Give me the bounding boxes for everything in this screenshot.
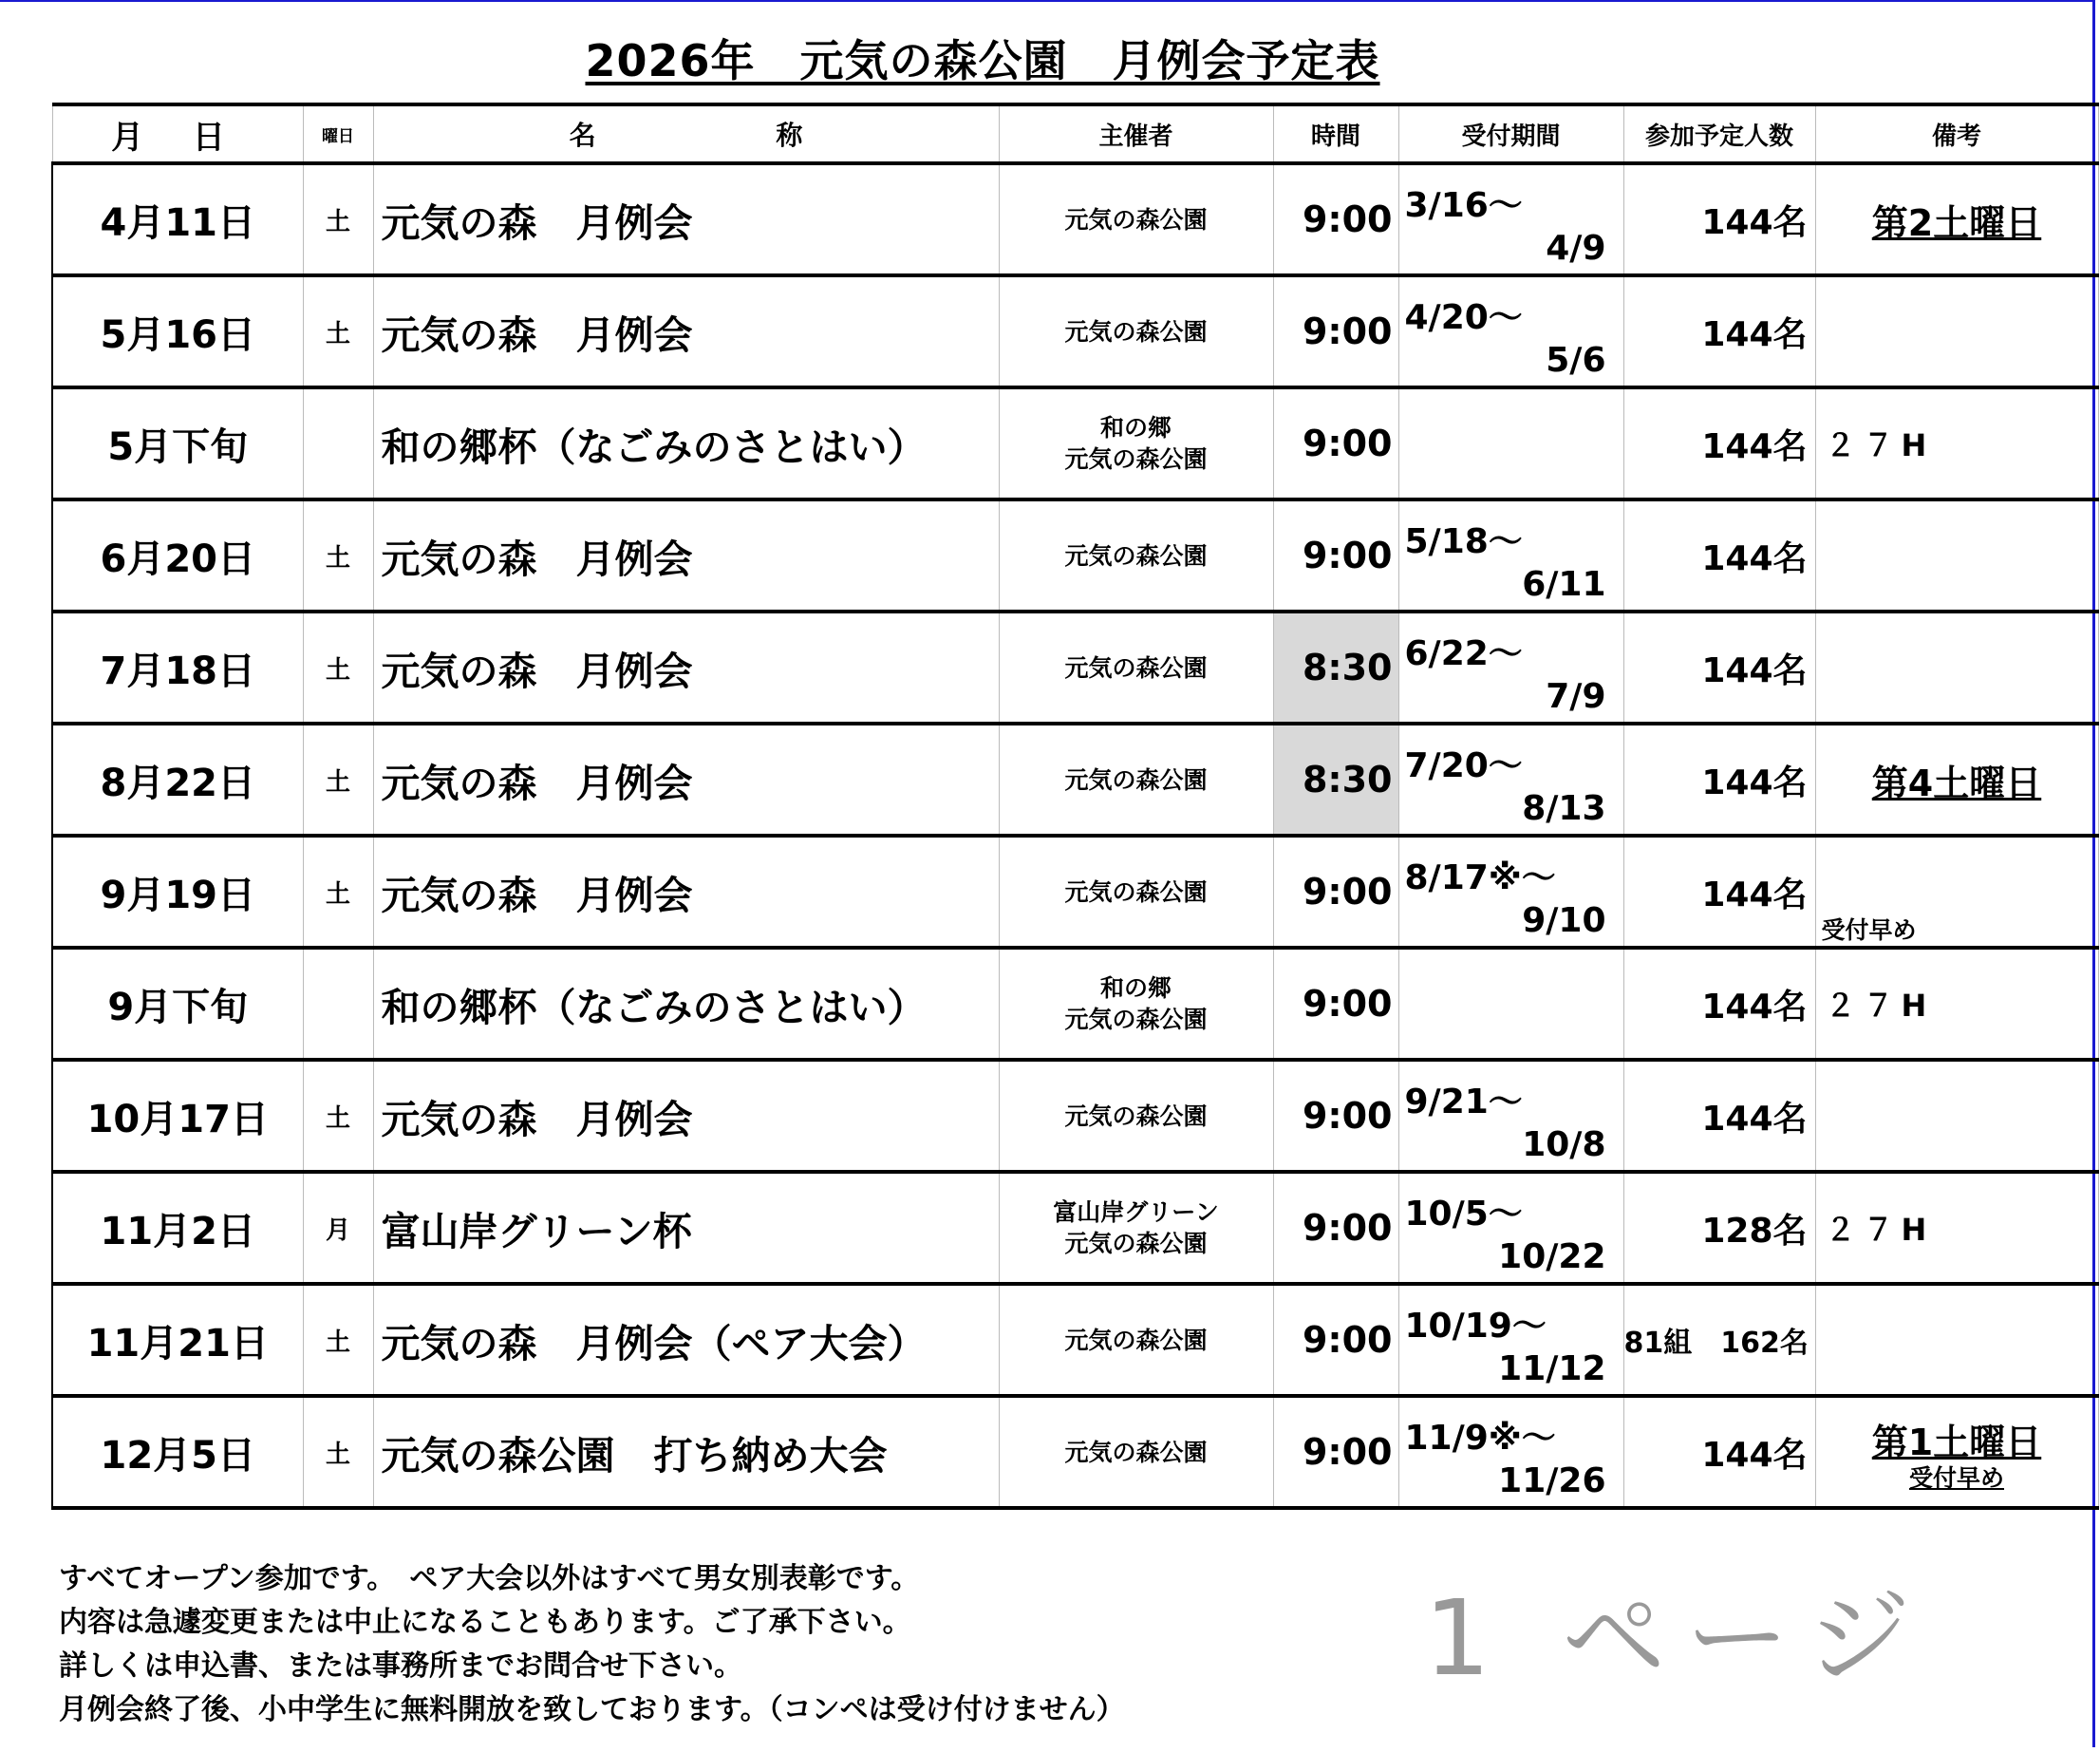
participant-count: 144名: [1623, 499, 1815, 612]
organizer-line: 元気の森公園: [1064, 1102, 1208, 1130]
remark-text: 受付早め: [1821, 916, 1917, 944]
participant-count: 81組 162名: [1623, 1284, 1815, 1396]
header-name: 名 称: [373, 104, 999, 163]
remark-text: ２７H: [1825, 427, 1935, 463]
remarks: [1815, 1284, 2098, 1396]
event-date: 9月下旬: [52, 948, 303, 1060]
period-end: 6/11: [1522, 565, 1606, 604]
remarks: [1815, 163, 2098, 275]
table-header-row: [52, 104, 2098, 163]
period-end: 10/22: [1498, 1237, 1606, 1276]
event-time: 9:00: [1273, 275, 1398, 387]
header-date: 月 日: [52, 104, 303, 163]
event-weekday: 月: [303, 1172, 373, 1284]
event-weekday: 土: [303, 275, 373, 387]
organizer-line: 元気の森公園: [1064, 653, 1208, 682]
event-name: 元気の森 月例会: [373, 499, 999, 612]
event-time: 8:30: [1273, 612, 1398, 724]
event-name: 元気の森 月例会（ペア大会）: [373, 1284, 999, 1396]
registration-period: [1398, 1396, 1623, 1508]
table-row: [52, 1284, 2098, 1396]
remarks: [1815, 1172, 2098, 1284]
event-weekday: 土: [303, 612, 373, 724]
registration-period: [1398, 948, 1623, 1060]
remark-text: 第1土曜日: [1871, 1421, 2042, 1463]
organizer-line: 元気の森公園: [1064, 541, 1208, 570]
event-name: 元気の森公園 打ち納め大会: [373, 1396, 999, 1508]
event-date: 8月22日: [52, 724, 303, 836]
event-organizer: [999, 163, 1273, 275]
remarks: [1815, 724, 2098, 836]
remark-text: ２７H: [1825, 1212, 1935, 1248]
header-time: 時間: [1273, 104, 1398, 163]
event-organizer: [999, 1060, 1273, 1172]
event-date: 5月下旬: [52, 387, 303, 499]
event-organizer: [999, 387, 1273, 499]
participant-count: 144名: [1623, 163, 1815, 275]
period-start: 3/16～: [1404, 186, 1523, 225]
participant-count: 144名: [1623, 836, 1815, 948]
remarks: [1815, 612, 2098, 724]
registration-period: [1398, 275, 1623, 387]
page-watermark: 1 ページ: [1424, 1577, 1930, 1699]
event-name: 元気の森 月例会: [373, 1060, 999, 1172]
event-weekday: 土: [303, 1284, 373, 1396]
header-registration-period: 受付期間: [1398, 104, 1623, 163]
event-organizer: [999, 1172, 1273, 1284]
event-organizer: [999, 724, 1273, 836]
event-date: 10月17日: [52, 1060, 303, 1172]
organizer-line: 和の郷: [1099, 414, 1172, 442]
header-weekday: 曜日: [303, 104, 373, 163]
period-start: 10/19～: [1404, 1307, 1547, 1346]
period-start: 6/22～: [1404, 634, 1523, 673]
organizer-line: 元気の森公園: [1064, 1230, 1208, 1257]
footer-note: すべてオープン参加です。 ペア大会以外はすべて男女別表彰です。: [59, 1562, 920, 1595]
table-row: [52, 499, 2098, 612]
period-end: 8/13: [1522, 789, 1606, 828]
period-start: 10/5～: [1404, 1195, 1523, 1234]
period-start: 4/20～: [1404, 298, 1523, 337]
event-time: 9:00: [1273, 163, 1398, 275]
title-text: 2026年 元気の森公園 月例会予定表: [585, 35, 1380, 86]
event-name: 和の郷杯（なごみのさとはい）: [373, 387, 999, 499]
organizer-line: 元気の森公園: [1064, 205, 1208, 234]
participant-count: 128名: [1623, 1172, 1815, 1284]
event-organizer: [999, 948, 1273, 1060]
event-time: 9:00: [1273, 1284, 1398, 1396]
remarks: [1815, 387, 2098, 499]
event-name: 元気の森 月例会: [373, 612, 999, 724]
event-time: 9:00: [1273, 1396, 1398, 1508]
table-row: [52, 163, 2098, 275]
footer-notes: [59, 1557, 1125, 1732]
table-row: [52, 387, 2098, 499]
event-date: 11月21日: [52, 1284, 303, 1396]
event-organizer: [999, 836, 1273, 948]
event-time: 9:00: [1273, 948, 1398, 1060]
period-end: 11/12: [1498, 1349, 1606, 1388]
period-start: 8/17※～: [1404, 858, 1556, 897]
remarks: [1815, 1060, 2098, 1172]
event-organizer: [999, 612, 1273, 724]
period-end: 7/9: [1546, 677, 1606, 716]
period-end: 4/9: [1546, 229, 1606, 268]
table-row: [52, 275, 2098, 387]
table-row: [52, 724, 2098, 836]
event-name: 富山岸グリーン杯: [373, 1172, 999, 1284]
table-row: [52, 836, 2098, 948]
period-end: 11/26: [1498, 1461, 1606, 1500]
event-date: 9月19日: [52, 836, 303, 948]
participant-count: 144名: [1623, 948, 1815, 1060]
registration-period: [1398, 163, 1623, 275]
period-end: 10/8: [1522, 1125, 1606, 1164]
registration-period: [1398, 499, 1623, 612]
organizer-line: 元気の森公園: [1064, 317, 1208, 346]
event-time: 8:30: [1273, 724, 1398, 836]
header-organizer: 主催者: [999, 104, 1273, 163]
header-remarks: 備考: [1815, 104, 2098, 163]
period-start: 11/9※～: [1404, 1419, 1556, 1458]
remarks: [1815, 499, 2098, 612]
participant-count: 144名: [1623, 1060, 1815, 1172]
table-row: [52, 612, 2098, 724]
registration-period: [1398, 1172, 1623, 1284]
event-weekday: [303, 948, 373, 1060]
event-date: 11月2日: [52, 1172, 303, 1284]
event-name: 元気の森 月例会: [373, 724, 999, 836]
participant-count: 144名: [1623, 724, 1815, 836]
organizer-line: 元気の森公園: [1064, 445, 1208, 473]
footer-note: 月例会終了後、小中学生に無料開放を致しております。（コンペは受け付けません）: [59, 1693, 1125, 1726]
event-weekday: 土: [303, 1396, 373, 1508]
event-date: 12月5日: [52, 1396, 303, 1508]
event-date: 7月18日: [52, 612, 303, 724]
registration-period: [1398, 1060, 1623, 1172]
event-time: 9:00: [1273, 1172, 1398, 1284]
period-start: 5/18～: [1404, 522, 1523, 561]
table-row: [52, 948, 2098, 1060]
registration-period: [1398, 612, 1623, 724]
event-time: 9:00: [1273, 836, 1398, 948]
table-row: [52, 1396, 2098, 1508]
event-name: 和の郷杯（なごみのさとはい）: [373, 948, 999, 1060]
event-organizer: [999, 1284, 1273, 1396]
event-date: 4月11日: [52, 163, 303, 275]
event-weekday: 土: [303, 499, 373, 612]
participant-count: 144名: [1623, 612, 1815, 724]
event-time: 9:00: [1273, 387, 1398, 499]
remarks: [1815, 275, 2098, 387]
header-participants: 参加予定人数: [1623, 104, 1815, 163]
event-date: 6月20日: [52, 499, 303, 612]
event-organizer: [999, 1396, 1273, 1508]
table-row: [52, 1172, 2098, 1284]
remarks: [1815, 836, 2098, 948]
registration-period: [1398, 387, 1623, 499]
event-organizer: [999, 275, 1273, 387]
event-weekday: [303, 387, 373, 499]
participant-count: 144名: [1623, 275, 1815, 387]
remark-text: 第2土曜日: [1871, 201, 2042, 244]
organizer-line: 元気の森公園: [1064, 765, 1208, 794]
event-weekday: 土: [303, 836, 373, 948]
registration-period: [1398, 724, 1623, 836]
remark-text: 第4土曜日: [1871, 762, 2042, 804]
remarks: [1815, 1396, 2098, 1508]
event-organizer: [999, 499, 1273, 612]
organizer-line: 富山岸グリーン: [1053, 1198, 1219, 1226]
event-date: 5月16日: [52, 275, 303, 387]
event-time: 9:00: [1273, 499, 1398, 612]
period-start: 7/20～: [1404, 746, 1523, 785]
event-time: 9:00: [1273, 1060, 1398, 1172]
event-weekday: 土: [303, 163, 373, 275]
organizer-line: 元気の森公園: [1064, 1006, 1208, 1033]
remark-text: ２７H: [1825, 988, 1935, 1024]
page-title: [0, 27, 1965, 89]
schedule-table: [51, 103, 2099, 1510]
organizer-line: 和の郷: [1099, 974, 1172, 1002]
participant-count: 144名: [1623, 1396, 1815, 1508]
registration-period: [1398, 836, 1623, 948]
event-name: 元気の森 月例会: [373, 836, 999, 948]
remark-subtext: 受付早め: [1908, 1463, 2004, 1492]
footer-note: 内容は急遽変更または中止になることもあります。ご了承下さい。: [59, 1606, 911, 1639]
table-row: [52, 1060, 2098, 1172]
period-end: 5/6: [1546, 341, 1606, 380]
event-weekday: 土: [303, 724, 373, 836]
organizer-line: 元気の森公園: [1064, 1438, 1208, 1466]
event-weekday: 土: [303, 1060, 373, 1172]
period-start: 9/21～: [1404, 1083, 1523, 1121]
organizer-line: 元気の森公園: [1064, 877, 1208, 906]
remarks: [1815, 948, 2098, 1060]
period-end: 9/10: [1522, 901, 1606, 940]
footer-note: 詳しくは申込書、または事務所までお問合せ下さい。: [59, 1649, 742, 1683]
registration-period: [1398, 1284, 1623, 1396]
event-name: 元気の森 月例会: [373, 275, 999, 387]
participant-count: 144名: [1623, 387, 1815, 499]
event-name: 元気の森 月例会: [373, 163, 999, 275]
organizer-line: 元気の森公園: [1064, 1326, 1208, 1354]
